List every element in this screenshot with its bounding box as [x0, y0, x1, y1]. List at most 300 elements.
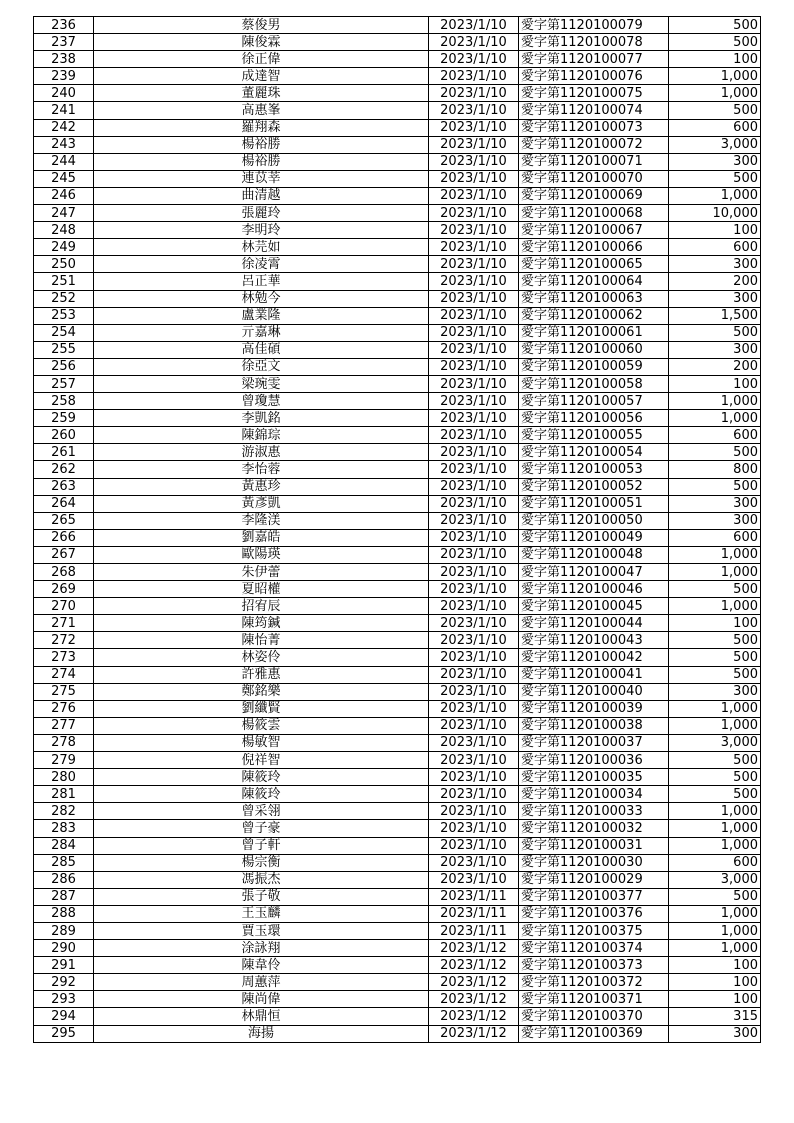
donor-name: 周蕙萍: [94, 974, 429, 991]
table-row: [34, 905, 761, 922]
donation-date: 2023/1/10: [429, 427, 519, 444]
receipt-number: 愛字第1120100057: [519, 393, 669, 410]
row-number: 241: [34, 102, 94, 119]
donor-name: 林姿伶: [94, 649, 429, 666]
table-row: [34, 170, 761, 187]
table-row: [34, 102, 761, 119]
row-number: 289: [34, 922, 94, 939]
row-number: 248: [34, 222, 94, 239]
table-row: [34, 461, 761, 478]
row-number: 278: [34, 734, 94, 751]
table-row: [34, 307, 761, 324]
donation-date: 2023/1/10: [429, 17, 519, 34]
donation-date: 2023/1/10: [429, 239, 519, 256]
donor-name: 連苡莘: [94, 170, 429, 187]
donation-date: 2023/1/10: [429, 632, 519, 649]
table-row: [34, 752, 761, 769]
table-row: [34, 34, 761, 51]
donation-date: 2023/1/10: [429, 803, 519, 820]
donation-date: 2023/1/12: [429, 957, 519, 974]
donation-date: 2023/1/10: [429, 666, 519, 683]
donor-name: 許雅惠: [94, 666, 429, 683]
donation-amount: 500: [669, 769, 761, 786]
donation-date: 2023/1/10: [429, 478, 519, 495]
receipt-number: 愛字第1120100066: [519, 239, 669, 256]
donation-amount: 1,000: [669, 187, 761, 204]
donation-date: 2023/1/11: [429, 888, 519, 905]
row-number: 293: [34, 991, 94, 1008]
donor-name: 董麗珠: [94, 85, 429, 102]
donation-date: 2023/1/10: [429, 375, 519, 392]
row-number: 276: [34, 700, 94, 717]
donation-date: 2023/1/10: [429, 307, 519, 324]
donor-name: 盧業隆: [94, 307, 429, 324]
donation-amount: 500: [669, 324, 761, 341]
donor-name: 張麗玲: [94, 205, 429, 222]
donation-date: 2023/1/10: [429, 153, 519, 170]
receipt-number: 愛字第1120100038: [519, 717, 669, 734]
row-number: 243: [34, 136, 94, 153]
donation-amount: 300: [669, 256, 761, 273]
donor-name: 林勉今: [94, 290, 429, 307]
donation-date: 2023/1/10: [429, 85, 519, 102]
donation-amount: 500: [669, 888, 761, 905]
row-number: 275: [34, 683, 94, 700]
receipt-number: 愛字第1120100060: [519, 341, 669, 358]
table-row: [34, 85, 761, 102]
receipt-number: 愛字第1120100047: [519, 564, 669, 581]
row-number: 259: [34, 410, 94, 427]
donation-date: 2023/1/10: [429, 341, 519, 358]
donor-name: 楊宗衡: [94, 854, 429, 871]
donation-amount: 500: [669, 666, 761, 683]
table-row: [34, 410, 761, 427]
donation-amount: 3,000: [669, 136, 761, 153]
table-row: [34, 512, 761, 529]
donation-date: 2023/1/10: [429, 564, 519, 581]
donor-name: 王玉麟: [94, 905, 429, 922]
table-row: [34, 529, 761, 546]
donor-name: 李凱銘: [94, 410, 429, 427]
row-number: 251: [34, 273, 94, 290]
donation-date: 2023/1/10: [429, 529, 519, 546]
donor-name: 陳怡菁: [94, 632, 429, 649]
donor-name: 陳筠鍼: [94, 615, 429, 632]
table-row: [34, 119, 761, 136]
table-row: [34, 239, 761, 256]
donor-name: 陳筱玲: [94, 769, 429, 786]
donation-date: 2023/1/12: [429, 1025, 519, 1042]
donation-amount: 1,000: [669, 546, 761, 563]
donation-amount: 1,000: [669, 68, 761, 85]
receipt-number: 愛字第1120100031: [519, 837, 669, 854]
receipt-number: 愛字第1120100049: [519, 529, 669, 546]
receipt-number: 愛字第1120100068: [519, 205, 669, 222]
row-number: 242: [34, 119, 94, 136]
table-row: [34, 222, 761, 239]
row-number: 254: [34, 324, 94, 341]
row-number: 238: [34, 51, 94, 68]
row-number: 256: [34, 358, 94, 375]
donor-name: 海揚: [94, 1025, 429, 1042]
row-number: 257: [34, 375, 94, 392]
donation-amount: 500: [669, 786, 761, 803]
receipt-number: 愛字第1120100030: [519, 854, 669, 871]
table-row: [34, 649, 761, 666]
donation-date: 2023/1/10: [429, 854, 519, 871]
donation-date: 2023/1/10: [429, 683, 519, 700]
donation-date: 2023/1/10: [429, 444, 519, 461]
row-number: 277: [34, 717, 94, 734]
donation-amount: 200: [669, 273, 761, 290]
row-number: 244: [34, 153, 94, 170]
donation-date: 2023/1/10: [429, 461, 519, 478]
receipt-number: 愛字第1120100045: [519, 598, 669, 615]
donation-amount: 1,000: [669, 564, 761, 581]
table-row: [34, 786, 761, 803]
donation-date: 2023/1/10: [429, 734, 519, 751]
donation-amount: 1,000: [669, 940, 761, 957]
donation-amount: 500: [669, 17, 761, 34]
donation-amount: 600: [669, 119, 761, 136]
donor-name: 高惠峯: [94, 102, 429, 119]
table-row: [34, 940, 761, 957]
row-number: 263: [34, 478, 94, 495]
table-row: [34, 444, 761, 461]
donor-name: 曾瓊慧: [94, 393, 429, 410]
donor-name: 楊裕勝: [94, 136, 429, 153]
table-row: [34, 564, 761, 581]
table-row: [34, 957, 761, 974]
table-row: [34, 546, 761, 563]
table-row: [34, 974, 761, 991]
receipt-number: 愛字第1120100076: [519, 68, 669, 85]
row-number: 250: [34, 256, 94, 273]
table-row: [34, 341, 761, 358]
donor-name: 呂正華: [94, 273, 429, 290]
donor-name: 鄭銘樂: [94, 683, 429, 700]
row-number: 262: [34, 461, 94, 478]
table-row: [34, 922, 761, 939]
receipt-number: 愛字第1120100034: [519, 786, 669, 803]
donor-name: 林芫如: [94, 239, 429, 256]
table-row: [34, 683, 761, 700]
donation-date: 2023/1/12: [429, 1008, 519, 1025]
receipt-number: 愛字第1120100370: [519, 1008, 669, 1025]
donation-amount: 500: [669, 632, 761, 649]
table-row: [34, 871, 761, 888]
donor-name: 涂詠翔: [94, 940, 429, 957]
donation-date: 2023/1/10: [429, 136, 519, 153]
donor-name: 招宥辰: [94, 598, 429, 615]
donation-amount: 1,000: [669, 820, 761, 837]
donation-amount: 500: [669, 34, 761, 51]
receipt-number: 愛字第1120100372: [519, 974, 669, 991]
table-row: [34, 17, 761, 34]
receipt-number: 愛字第1120100063: [519, 290, 669, 307]
receipt-number: 愛字第1120100067: [519, 222, 669, 239]
donor-name: 黃彥凱: [94, 495, 429, 512]
row-number: 265: [34, 512, 94, 529]
donation-date: 2023/1/10: [429, 512, 519, 529]
row-number: 268: [34, 564, 94, 581]
donation-amount: 1,000: [669, 922, 761, 939]
receipt-number: 愛字第1120100055: [519, 427, 669, 444]
row-number: 273: [34, 649, 94, 666]
donation-amount: 300: [669, 683, 761, 700]
table-row: [34, 854, 761, 871]
row-number: 285: [34, 854, 94, 871]
donation-date: 2023/1/10: [429, 222, 519, 239]
donation-date: 2023/1/12: [429, 991, 519, 1008]
receipt-number: 愛字第1120100040: [519, 683, 669, 700]
donor-name: 賈玉環: [94, 922, 429, 939]
donor-name: 朱伊蕾: [94, 564, 429, 581]
donation-date: 2023/1/10: [429, 256, 519, 273]
donation-amount: 1,000: [669, 85, 761, 102]
donation-amount: 500: [669, 444, 761, 461]
donation-amount: 200: [669, 358, 761, 375]
donation-amount: 300: [669, 290, 761, 307]
donor-name: 黃惠珍: [94, 478, 429, 495]
donation-amount: 800: [669, 461, 761, 478]
donation-amount: 100: [669, 615, 761, 632]
donor-name: 成達智: [94, 68, 429, 85]
donation-amount: 10,000: [669, 205, 761, 222]
receipt-number: 愛字第1120100075: [519, 85, 669, 102]
receipt-number: 愛字第1120100054: [519, 444, 669, 461]
donation-amount: 1,000: [669, 700, 761, 717]
donor-name: 陳俊霖: [94, 34, 429, 51]
receipt-number: 愛字第1120100033: [519, 803, 669, 820]
receipt-number: 愛字第1120100070: [519, 170, 669, 187]
row-number: 246: [34, 187, 94, 204]
row-number: 272: [34, 632, 94, 649]
donation-date: 2023/1/10: [429, 837, 519, 854]
donation-amount: 3,000: [669, 734, 761, 751]
row-number: 267: [34, 546, 94, 563]
donation-amount: 300: [669, 512, 761, 529]
table-row: [34, 700, 761, 717]
receipt-number: 愛字第1120100065: [519, 256, 669, 273]
donation-date: 2023/1/10: [429, 324, 519, 341]
row-number: 292: [34, 974, 94, 991]
donation-table: [33, 16, 761, 1043]
donation-date: 2023/1/10: [429, 393, 519, 410]
row-number: 247: [34, 205, 94, 222]
row-number: 288: [34, 905, 94, 922]
receipt-number: 愛字第1120100079: [519, 17, 669, 34]
donor-name: 李明玲: [94, 222, 429, 239]
table-row: [34, 820, 761, 837]
receipt-number: 愛字第1120100375: [519, 922, 669, 939]
donation-date: 2023/1/10: [429, 546, 519, 563]
donor-name: 李怡蓉: [94, 461, 429, 478]
donor-name: 李隆渼: [94, 512, 429, 529]
table-row: [34, 1008, 761, 1025]
donation-amount: 500: [669, 581, 761, 598]
row-number: 294: [34, 1008, 94, 1025]
donor-name: 楊筱雲: [94, 717, 429, 734]
donation-amount: 600: [669, 427, 761, 444]
donation-amount: 100: [669, 222, 761, 239]
donation-amount: 100: [669, 375, 761, 392]
donation-amount: 300: [669, 495, 761, 512]
donor-name: 陳錦琮: [94, 427, 429, 444]
receipt-number: 愛字第1120100071: [519, 153, 669, 170]
donation-amount: 600: [669, 239, 761, 256]
row-number: 252: [34, 290, 94, 307]
row-number: 269: [34, 581, 94, 598]
receipt-number: 愛字第1120100039: [519, 700, 669, 717]
donation-amount: 1,000: [669, 393, 761, 410]
table-row: [34, 495, 761, 512]
donation-amount: 1,000: [669, 410, 761, 427]
table-row: [34, 615, 761, 632]
receipt-number: 愛字第1120100048: [519, 546, 669, 563]
donation-amount: 100: [669, 957, 761, 974]
row-number: 260: [34, 427, 94, 444]
receipt-number: 愛字第1120100058: [519, 375, 669, 392]
row-number: 284: [34, 837, 94, 854]
receipt-number: 愛字第1120100051: [519, 495, 669, 512]
table-row: [34, 666, 761, 683]
table-row: [34, 153, 761, 170]
donation-amount: 3,000: [669, 871, 761, 888]
donation-amount: 100: [669, 991, 761, 1008]
donation-amount: 100: [669, 974, 761, 991]
row-number: 237: [34, 34, 94, 51]
donation-date: 2023/1/12: [429, 974, 519, 991]
donation-date: 2023/1/10: [429, 769, 519, 786]
donation-date: 2023/1/10: [429, 581, 519, 598]
donation-date: 2023/1/10: [429, 68, 519, 85]
table-row: [34, 734, 761, 751]
row-number: 287: [34, 888, 94, 905]
receipt-number: 愛字第1120100373: [519, 957, 669, 974]
donation-amount: 1,500: [669, 307, 761, 324]
table-row: [34, 717, 761, 734]
donor-name: 劉嘉皓: [94, 529, 429, 546]
donor-name: 陳尚偉: [94, 991, 429, 1008]
row-number: 295: [34, 1025, 94, 1042]
table-row: [34, 393, 761, 410]
donor-name: 馮振杰: [94, 871, 429, 888]
receipt-number: 愛字第1120100073: [519, 119, 669, 136]
donation-date: 2023/1/11: [429, 922, 519, 939]
row-number: 239: [34, 68, 94, 85]
donation-date: 2023/1/10: [429, 273, 519, 290]
donor-name: 倪祥智: [94, 752, 429, 769]
donor-name: 徐正偉: [94, 51, 429, 68]
donation-amount: 500: [669, 752, 761, 769]
donation-date: 2023/1/10: [429, 871, 519, 888]
donation-date: 2023/1/10: [429, 786, 519, 803]
row-number: 271: [34, 615, 94, 632]
row-number: 282: [34, 803, 94, 820]
donation-amount: 1,000: [669, 837, 761, 854]
row-number: 281: [34, 786, 94, 803]
row-number: 274: [34, 666, 94, 683]
donor-name: 曾子豪: [94, 820, 429, 837]
table-row: [34, 68, 761, 85]
row-number: 283: [34, 820, 94, 837]
row-number: 264: [34, 495, 94, 512]
donation-date: 2023/1/10: [429, 205, 519, 222]
row-number: 291: [34, 957, 94, 974]
donor-name: 劉纖賢: [94, 700, 429, 717]
donation-date: 2023/1/10: [429, 119, 519, 136]
table-row: [34, 581, 761, 598]
table-row: [34, 290, 761, 307]
receipt-number: 愛字第1120100052: [519, 478, 669, 495]
donor-name: 羅翔森: [94, 119, 429, 136]
receipt-number: 愛字第1120100035: [519, 769, 669, 786]
row-number: 270: [34, 598, 94, 615]
donor-name: 曾子軒: [94, 837, 429, 854]
donation-date: 2023/1/12: [429, 940, 519, 957]
donation-amount: 1,000: [669, 905, 761, 922]
donation-date: 2023/1/10: [429, 51, 519, 68]
donor-name: 楊裕勝: [94, 153, 429, 170]
receipt-number: 愛字第1120100053: [519, 461, 669, 478]
donation-amount: 500: [669, 102, 761, 119]
donation-date: 2023/1/10: [429, 102, 519, 119]
receipt-number: 愛字第1120100374: [519, 940, 669, 957]
row-number: 236: [34, 17, 94, 34]
row-number: 240: [34, 85, 94, 102]
donation-date: 2023/1/10: [429, 495, 519, 512]
row-number: 258: [34, 393, 94, 410]
row-number: 290: [34, 940, 94, 957]
row-number: 249: [34, 239, 94, 256]
donation-amount: 600: [669, 529, 761, 546]
donation-date: 2023/1/10: [429, 752, 519, 769]
donation-date: 2023/1/10: [429, 170, 519, 187]
donor-name: 夏昭權: [94, 581, 429, 598]
table-row: [34, 51, 761, 68]
receipt-number: 愛字第1120100032: [519, 820, 669, 837]
donor-name: 曲清越: [94, 187, 429, 204]
donor-name: 楊敏智: [94, 734, 429, 751]
receipt-number: 愛字第1120100037: [519, 734, 669, 751]
donation-amount: 1,000: [669, 598, 761, 615]
table-row: [34, 427, 761, 444]
donation-amount: 315: [669, 1008, 761, 1025]
table-row: [34, 769, 761, 786]
receipt-number: 愛字第1120100061: [519, 324, 669, 341]
receipt-number: 愛字第1120100046: [519, 581, 669, 598]
donation-amount: 300: [669, 153, 761, 170]
donation-amount: 600: [669, 854, 761, 871]
receipt-number: 愛字第1120100059: [519, 358, 669, 375]
table-row: [34, 324, 761, 341]
donor-name: 張子敬: [94, 888, 429, 905]
donation-amount: 1,000: [669, 717, 761, 734]
donation-date: 2023/1/10: [429, 598, 519, 615]
donor-name: 梁琬雯: [94, 375, 429, 392]
donation-date: 2023/1/10: [429, 34, 519, 51]
donor-name: 林鼎恒: [94, 1008, 429, 1025]
table-row: [34, 375, 761, 392]
donor-name: 歐陽瑛: [94, 546, 429, 563]
table-row: [34, 598, 761, 615]
donation-date: 2023/1/10: [429, 717, 519, 734]
donation-sheet: [33, 16, 760, 1043]
receipt-number: 愛字第1120100371: [519, 991, 669, 1008]
receipt-number: 愛字第1120100074: [519, 102, 669, 119]
receipt-number: 愛字第1120100056: [519, 410, 669, 427]
